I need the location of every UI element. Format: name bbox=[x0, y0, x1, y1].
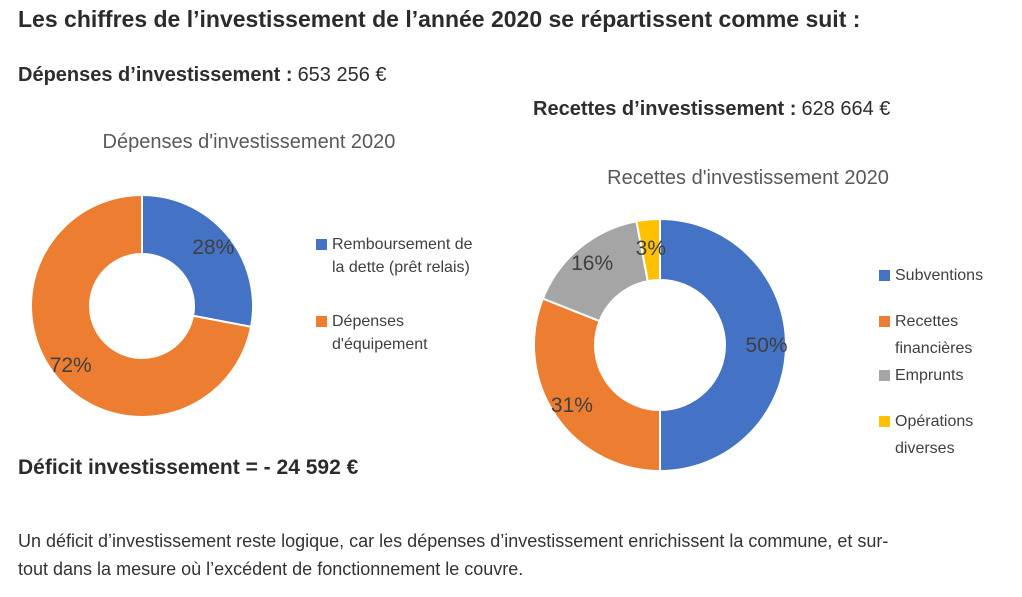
legend-item bbox=[879, 362, 1011, 389]
recettes-total-line bbox=[533, 98, 890, 121]
recettes-total-value: 628 664 € bbox=[801, 98, 891, 120]
legend-marker-icon bbox=[879, 416, 890, 427]
recettes-donut-chart bbox=[528, 213, 792, 477]
depenses-chart-title: Dépenses d'investissement 2020 bbox=[102, 131, 396, 153]
recettes-chart-legend bbox=[879, 262, 1011, 462]
legend-label: Recettes financières bbox=[895, 313, 973, 357]
legend-marker-icon bbox=[316, 316, 327, 327]
body-paragraph-line2: tout dans la mesure où l’excédent de fonctionnement le couvre. bbox=[18, 559, 524, 579]
slice-percent-label: 50% bbox=[745, 334, 788, 357]
page-title: Les chiffres de l’investissement de l’année 2020 se répartissent comme suit : bbox=[18, 6, 861, 32]
legend-item bbox=[879, 262, 1011, 289]
body-paragraph bbox=[18, 527, 1018, 583]
depenses-chart-legend bbox=[316, 233, 482, 356]
depenses-total-label: Dépenses d’investissement : bbox=[18, 64, 293, 86]
legend-label: Subventions bbox=[895, 267, 984, 284]
legend-marker-icon bbox=[879, 270, 890, 281]
legend-marker-icon bbox=[879, 370, 890, 381]
legend-item bbox=[316, 233, 482, 279]
legend-label: Emprunts bbox=[895, 367, 964, 384]
depenses-total-line bbox=[18, 64, 387, 87]
donut-slice-0 bbox=[142, 195, 253, 327]
legend-marker-icon bbox=[879, 316, 890, 327]
slice-percent-label: 3% bbox=[635, 236, 667, 260]
legend-marker-icon bbox=[316, 239, 327, 250]
depenses-total-value: 653 256 € bbox=[297, 64, 387, 86]
donut-slice-1 bbox=[534, 299, 660, 471]
legend-label: Remboursement de la dette (prêt relais) bbox=[332, 236, 473, 276]
legend-item bbox=[879, 308, 1011, 362]
deficit-line: Déficit investissement = - 24 592 € bbox=[18, 456, 359, 479]
depenses-donut-chart bbox=[25, 190, 259, 424]
recettes-total-label: Recettes d’investissement : bbox=[533, 98, 797, 120]
slice-percent-label: 31% bbox=[550, 393, 593, 417]
slice-percent-label: 28% bbox=[192, 236, 235, 260]
recettes-chart-title: Recettes d'investissement 2020 bbox=[607, 167, 889, 189]
legend-item bbox=[316, 310, 482, 356]
slice-percent-label: 16% bbox=[571, 251, 614, 275]
legend-item bbox=[879, 408, 1011, 462]
body-paragraph-line1: Un déficit d’investissement reste logique, car les dépenses d’investissement enrichissent la commune, et sur- bbox=[18, 531, 889, 551]
slice-percent-label: 72% bbox=[49, 353, 92, 377]
legend-label: Opérations diverses bbox=[895, 413, 974, 457]
legend-label: Dépenses d'équipement bbox=[332, 313, 428, 353]
